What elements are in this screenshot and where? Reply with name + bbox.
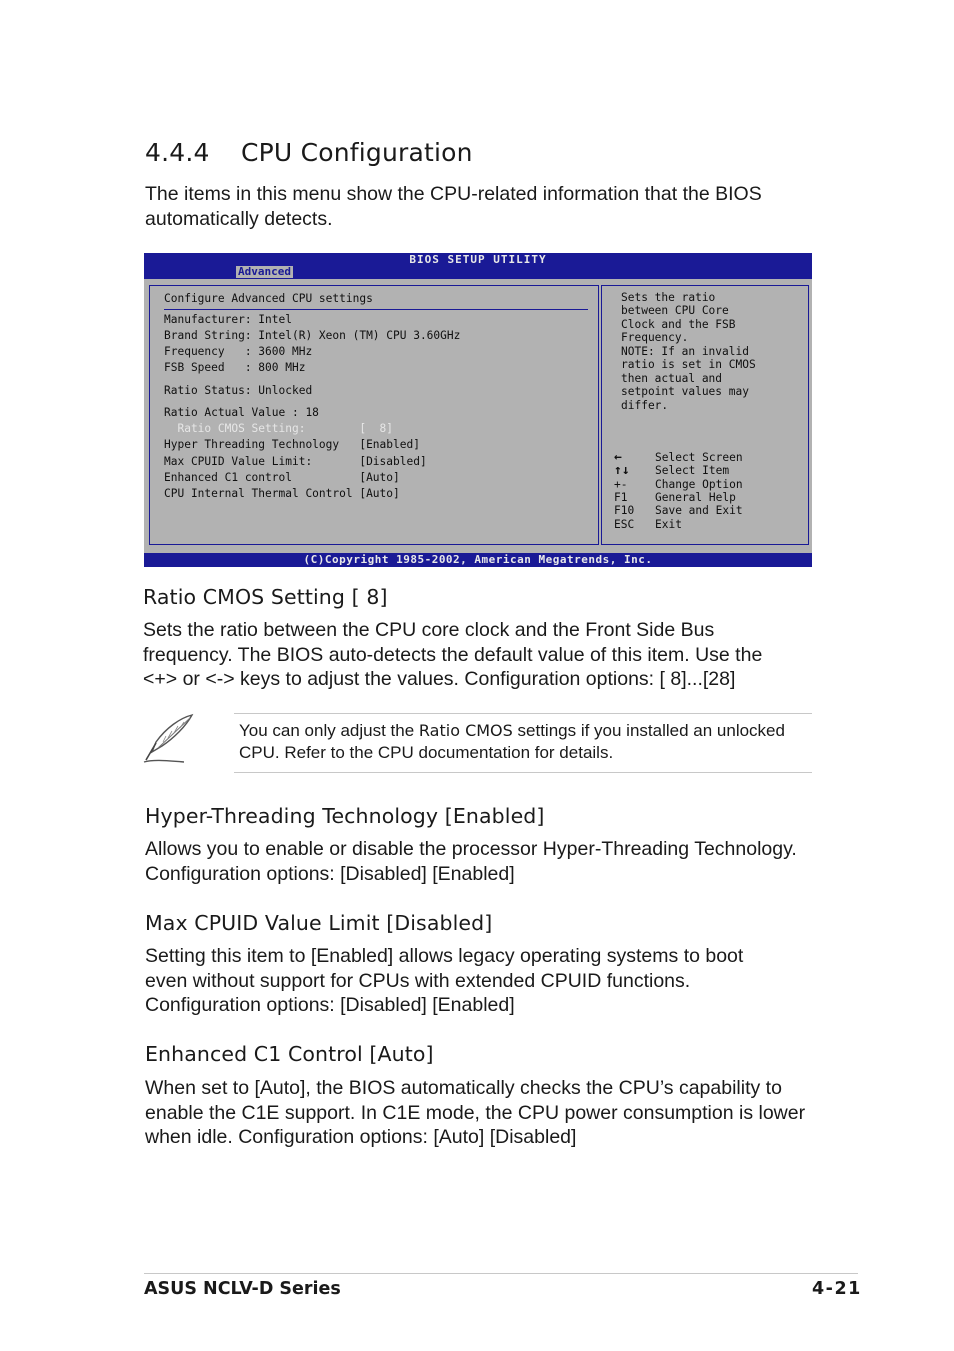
note-line-2: CPU. Refer to the CPU documentation for details. — [239, 743, 614, 762]
bios-key: F10 — [614, 504, 635, 517]
bios-key-desc: Select Screen — [655, 451, 743, 464]
ratio-heading: Ratio CMOS Setting [ 8] — [143, 585, 388, 609]
bios-setting-value: [ 8] — [359, 422, 394, 435]
cpuid-line: even without support for CPUs with extended CPUID functions. — [145, 969, 691, 992]
up-down-arrow-icon: ↑↓ — [614, 463, 630, 478]
bios-key-desc: Change Option — [655, 478, 743, 491]
ratio-line: <+> or <-> keys to adjust the values. Configuration options: [ 8]...[28] — [143, 668, 736, 690]
bios-setting-value: [Disabled] — [359, 455, 427, 468]
bios-setting-thermal-control[interactable] — [164, 487, 400, 500]
bios-setting-value: [Enabled] — [359, 438, 420, 451]
bios-screenshot — [144, 253, 812, 567]
bios-tab-advanced[interactable]: Advanced — [238, 265, 291, 278]
c1-heading: Enhanced C1 Control [Auto] — [145, 1042, 434, 1066]
page-number: 4-21 — [812, 1279, 862, 1299]
bios-title: BIOS SETUP UTILITY — [409, 253, 547, 266]
note-line-1 — [239, 720, 814, 742]
bios-ratio-status: Ratio Status: Unlocked — [164, 384, 313, 397]
bios-setting-enhanced-c1[interactable] — [164, 471, 400, 484]
bios-setting-hyper-threading[interactable] — [164, 438, 420, 451]
note-top-rule — [234, 713, 812, 714]
c1-line: enable the C1E support. In C1E mode, the CPU power consumption is lower — [145, 1101, 806, 1124]
hyper-heading: Hyper-Threading Technology [Enabled] — [145, 804, 545, 828]
bios-ratio-actual: Ratio Actual Value : 18 — [164, 406, 319, 419]
note-text — [239, 720, 814, 764]
bios-setting-label: CPU Internal Thermal Control — [164, 487, 360, 500]
footer-rule — [144, 1273, 858, 1274]
bios-setting-max-cpuid[interactable] — [164, 455, 427, 468]
bios-copyright: (C)Copyright 1985-2002, American Megatrends, Inc. — [303, 553, 653, 566]
bios-status-bar — [144, 553, 812, 567]
cpuid-heading: Max CPUID Value Limit [Disabled] — [145, 911, 493, 935]
c1-line: When set to [Auto], the BIOS automatically checks the CPU’s capability to — [145, 1077, 782, 1099]
bios-key: +- — [614, 478, 628, 491]
left-arrow-icon: ← — [614, 450, 622, 465]
note-text-before: You can only adjust the — [239, 721, 419, 740]
ratio-paragraph — [143, 618, 762, 692]
hyper-line: Allows you to enable or disable the processor Hyper-Threading Technology. — [145, 838, 797, 860]
c1-paragraph — [145, 1076, 805, 1150]
bios-key-desc: General Help — [655, 491, 736, 504]
bios-setting-label: Ratio CMOS Setting: — [164, 422, 360, 435]
bios-help-line: Frequency. — [621, 331, 689, 344]
bios-help-line: then actual and — [621, 372, 723, 385]
note-text-after: settings if you installed an unlocked — [512, 721, 785, 740]
bios-key: F1 — [614, 491, 628, 504]
intro-paragraph — [145, 182, 762, 231]
bios-key: ESC — [614, 518, 635, 531]
bios-help-line: Sets the ratio — [621, 291, 716, 304]
bios-info-brand: Brand String: Intel(R) Xeon (TM) CPU 3.60GHz — [164, 329, 461, 342]
bios-help-line: setpoint values may — [621, 385, 749, 398]
bios-setting-label: Max CPUID Value Limit: — [164, 455, 360, 468]
note-bottom-rule — [234, 772, 812, 773]
note-emphasis: Ratio CMOS — [418, 721, 513, 740]
c1-line: when idle. Configuration options: [Auto] [Disabled] — [145, 1126, 577, 1148]
bios-title-bar — [144, 253, 812, 279]
ratio-line: frequency. The BIOS auto-detects the default value of this item. Use the — [143, 643, 763, 666]
cpuid-paragraph — [145, 944, 743, 1018]
section-title: CPU Configuration — [241, 138, 473, 167]
section-number: 4.4.4 — [145, 138, 210, 167]
bios-setting-value: [Auto] — [359, 471, 400, 484]
intro-line: The items in this menu show the CPU-related information that the BIOS — [145, 183, 762, 205]
bios-info-frequency: Frequency : 3600 MHz — [164, 345, 313, 358]
bios-setting-value: [Auto] — [359, 487, 400, 500]
bios-info-manufacturer: Manufacturer: Intel — [164, 313, 292, 326]
footer-title: ASUS NCLV-D Series — [144, 1279, 341, 1299]
bios-setting-label: Enhanced C1 control — [164, 471, 360, 484]
bios-help-line: ratio is set in CMOS — [621, 358, 756, 371]
bios-help-line: differ. — [621, 399, 669, 412]
bios-help-pane — [601, 285, 809, 545]
bios-key-desc: Save and Exit — [655, 504, 743, 517]
section-heading — [145, 138, 473, 167]
cpuid-line: Configuration options: [Disabled] [Enabled] — [145, 994, 515, 1016]
cpuid-line: Setting this item to [Enabled] allows legacy operating systems to boot — [145, 945, 744, 967]
bios-help-line: Clock and the FSB — [621, 318, 736, 331]
hyper-line: Configuration options: [Disabled] [Enabled] — [145, 862, 515, 885]
bios-setting-ratio-cmos[interactable] — [164, 422, 393, 435]
hyper-paragraph — [145, 837, 797, 886]
bios-help-line: NOTE: If an invalid — [621, 345, 749, 358]
bios-key-desc: Exit — [655, 518, 682, 531]
intro-line: automatically detects. — [145, 207, 333, 230]
bios-info-fsb: FSB Speed : 800 MHz — [164, 361, 306, 374]
bios-setting-label: Hyper Threading Technology — [164, 438, 360, 451]
bios-settings-pane — [149, 285, 599, 545]
bios-divider — [164, 309, 588, 310]
bios-key-desc: Select Item — [655, 464, 730, 477]
bios-help-line: between CPU Core — [621, 304, 729, 317]
feather-pen-icon — [140, 712, 198, 766]
ratio-line: Sets the ratio between the CPU core clock and the Front Side Bus — [143, 619, 715, 641]
bios-heading: Configure Advanced CPU settings — [164, 292, 373, 305]
